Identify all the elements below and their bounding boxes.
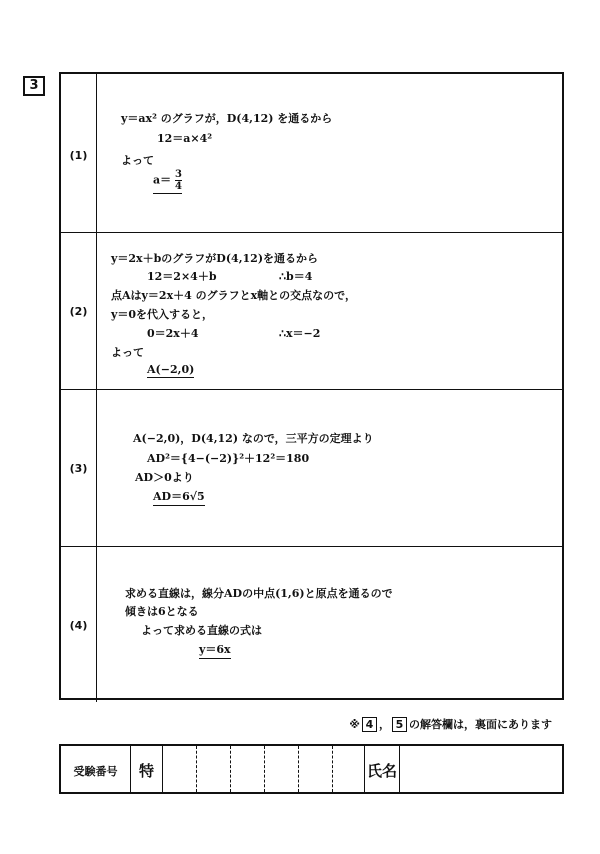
part-4-label: (4) xyxy=(69,619,88,632)
exam-number-digit-1[interactable] xyxy=(163,746,197,792)
part-3-answer: AD＝6√5 xyxy=(153,488,205,506)
part-4-line-3: よって求める直線の式は xyxy=(141,624,262,637)
question-5-box: 5 xyxy=(392,717,407,732)
exam-number-label-cell xyxy=(61,746,131,792)
special-label: 特 xyxy=(138,762,154,780)
part-3-line-3: AD＞0より xyxy=(135,471,194,484)
part-4-row xyxy=(61,547,562,702)
part-1-line-3: よって xyxy=(121,154,154,167)
answer-location-note: ※ 4 ， 5 の解答欄は，裏面にあります xyxy=(349,718,552,731)
part-2-answer: A(−2,0) xyxy=(147,363,195,376)
question-4-box: 4 xyxy=(362,717,377,732)
name-label: 氏名 xyxy=(366,762,397,780)
part-3-label: (3) xyxy=(69,462,88,475)
part-2-line-2: 12＝2×4＋b xyxy=(147,270,217,283)
part-2-line-7: ∴x＝−2 xyxy=(279,327,321,340)
part-1-line-1: y＝ax² のグラフが，D(4,12) を通るから xyxy=(121,112,333,125)
part-1-row xyxy=(61,74,562,233)
part-2-label: (2) xyxy=(69,305,88,318)
part-2-row xyxy=(61,233,562,390)
part-2-line-4: 点Aはy＝2x＋4 のグラフとx軸との交点なので， xyxy=(111,289,356,302)
exam-number-digit-5[interactable] xyxy=(299,746,333,792)
name-field[interactable] xyxy=(400,746,562,792)
part-1-answer: a＝ $\frac{3}{4}$ xyxy=(153,169,182,192)
exam-number-digit-3[interactable] xyxy=(231,746,265,792)
part-2-line-3: ∴b＝4 xyxy=(279,270,313,283)
question-number: 3 xyxy=(23,76,45,96)
part-3-row xyxy=(61,390,562,547)
part-2-line-1: y＝2x＋bのグラフがD(4,12)を通るから xyxy=(111,252,319,265)
part-2-line-6: 0＝2x＋4 xyxy=(147,327,199,340)
answer-table xyxy=(59,72,564,700)
part-3-line-2: AD²＝{4−(−2)}²＋12²＝180 xyxy=(147,452,310,465)
special-cell xyxy=(131,746,163,792)
exam-id-table xyxy=(59,744,564,794)
fraction-denominator: 4 xyxy=(174,181,182,192)
fraction-numerator: 3 xyxy=(174,169,182,180)
part-3-line-1: A(−2,0)，D(4,12) なので，三平方の定理より xyxy=(133,432,374,445)
part-4-line-2: 傾きは6となる xyxy=(125,605,199,618)
exam-number-label: 受験番号 xyxy=(73,765,118,778)
exam-number-digit-4[interactable] xyxy=(265,746,299,792)
part-4-answer: y＝6x xyxy=(199,641,231,659)
exam-number-digit-6[interactable] xyxy=(333,746,365,792)
part-2-line-5: y＝0を代入すると， xyxy=(111,308,214,321)
part-2-line-8: よって xyxy=(111,346,144,359)
exam-number-digit-2[interactable] xyxy=(197,746,231,792)
name-label-cell xyxy=(365,746,400,792)
part-1-line-2: 12＝a×4² xyxy=(157,132,213,145)
part-1-label: (1) xyxy=(69,149,88,162)
part-4-line-1: 求める直線は，線分ADの中点(1,6)と原点を通るので xyxy=(125,587,393,600)
